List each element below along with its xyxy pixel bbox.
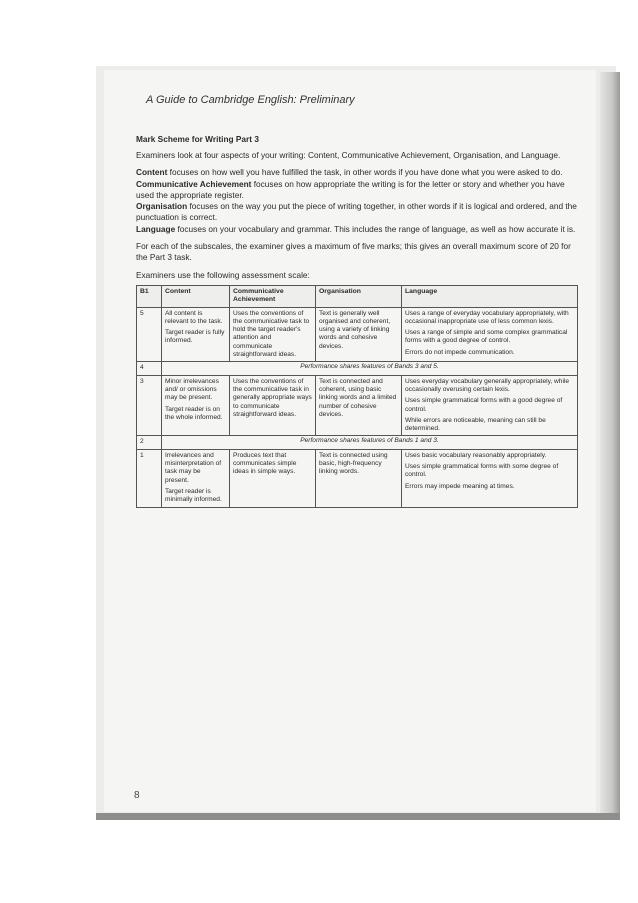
cell-text: Target reader is minimally informed. [165,487,222,504]
band-number: 2 [137,436,162,449]
band-number: 3 [137,375,162,436]
aspect-term: Communicative Achievement [136,178,252,189]
page-number: 8 [134,790,140,801]
table-row-band-4 [137,362,578,375]
cell-text: All content is relevant to the task. [165,309,223,325]
aspect-text: focuses on how well you have fulfilled the task, in other words if you have done what you were asked to do. [167,167,563,178]
aspect-term: Language [136,223,176,234]
assessment-scale-table [136,285,578,508]
cell-text: Uses everyday vocabulary generally appropriately, while occasionally overusing certain lexis. [405,377,570,393]
cell-language [402,449,578,507]
table-row-band-5 [137,307,578,362]
cell-text: Errors do not impede communication. [405,348,515,356]
band-note: Performance shares features of Bands 1 and 3. [162,436,578,449]
cell-text: Uses the conventions of the communicative task in generally appropriate ways to communicate straightforward ideas. [233,377,312,418]
cell-text: Text is connected and coherent, using basic linking words and a limited number of cohesive devices. [319,377,397,418]
header-organisation: Organisation [316,285,402,307]
band-number: 4 [137,362,162,375]
cell-language [402,375,578,436]
header-content: Content [162,285,230,307]
cell-text: Target reader is on the whole informed. [165,405,223,421]
cell-text: Text is connected using basic, high-frequency linking words. [319,451,388,476]
subscales-paragraph: For each of the subscales, the examiner gives a maximum of five marks; this gives an overall maximum score of 20 for the Part 3 task. [136,241,571,263]
cell-text: Errors may impede meaning at times. [405,482,515,490]
header-band: B1 [137,285,162,307]
cell-text: Irrelevances and misinterpretation of task may be present. [165,451,222,484]
table-row-band-2 [137,436,578,449]
aspect-text: focuses on your vocabulary and grammar. This includes the range of language, as well as how accurate it is. [175,223,576,234]
cell-text: Uses a range of simple and some complex grammatical forms with a good degree of control. [405,329,568,345]
band-number: 1 [137,449,162,507]
aspect-term: Content [136,167,168,178]
cell-text: Text is generally well organised and coherent, using a variety of linking words and cohesive devices. [319,309,391,350]
aspect-communicative [136,179,581,202]
header-language: Language [402,285,578,307]
cell-content [162,449,230,507]
cell-text: Uses the conventions of the communicative task to hold the target reader's attention and communicate straightforward ideas. [233,309,310,359]
cell-text: Uses simple grammatical forms with a good degree of control. [405,397,563,413]
aspect-language [136,224,581,235]
scan-right-edge-shadow [600,72,620,820]
cell-text: Uses simple grammatical forms with some degree of control. [405,463,559,479]
running-head: A Guide to Cambridge English: Preliminary [146,94,355,106]
table-row-band-3 [137,375,578,436]
page-content [136,94,581,508]
aspect-organisation [136,201,581,224]
cell-organisation [316,449,402,507]
table-row-band-1 [137,449,578,507]
cell-text: Target reader is fully informed. [165,329,225,345]
scan-bottom-edge [96,813,620,820]
cell-text: Uses basic vocabulary reasonably appropriately. [405,451,547,459]
cell-language [402,307,578,362]
aspect-text: focuses on how appropriate the writing is for the letter or story and whether you have used the appropriate register. [136,178,565,200]
cell-text: Produces text that communicates simple ideas in simple ways. [233,451,297,476]
cell-content [162,375,230,436]
band-note: Performance shares features of Bands 3 and 5. [162,362,578,375]
cell-organisation [316,375,402,436]
cell-communicative [230,375,316,436]
intro-paragraph: Examiners look at four aspects of your writing: Content, Communicative Achievement, Organisation, and Language. [136,150,561,160]
cell-communicative [230,307,316,362]
header-communicative: Communicative Achievement [230,285,316,307]
section-title: Mark Scheme for Writing Part 3 [136,134,259,144]
aspect-content [136,167,581,178]
aspect-term: Organisation [136,201,188,212]
cell-text: While errors are noticeable, meaning can still be determined. [405,416,546,433]
table-header-row [137,285,578,307]
cell-communicative [230,449,316,507]
aspect-text: focuses on the way you put the piece of writing together, in other words if it is logical and ordered, and the punctuation is correct. [136,201,577,223]
cell-organisation [316,307,402,362]
cell-text: Minor irrelevances and/ or omissions may be present. [165,377,219,402]
band-number: 5 [137,307,162,362]
document-page [104,70,596,812]
scale-intro: Examiners use the following assessment scale: [136,269,310,280]
cell-text: Uses a range of everyday vocabulary appropriately, with occasional inappropriate use of less common lexis. [405,309,569,325]
cell-content [162,307,230,362]
